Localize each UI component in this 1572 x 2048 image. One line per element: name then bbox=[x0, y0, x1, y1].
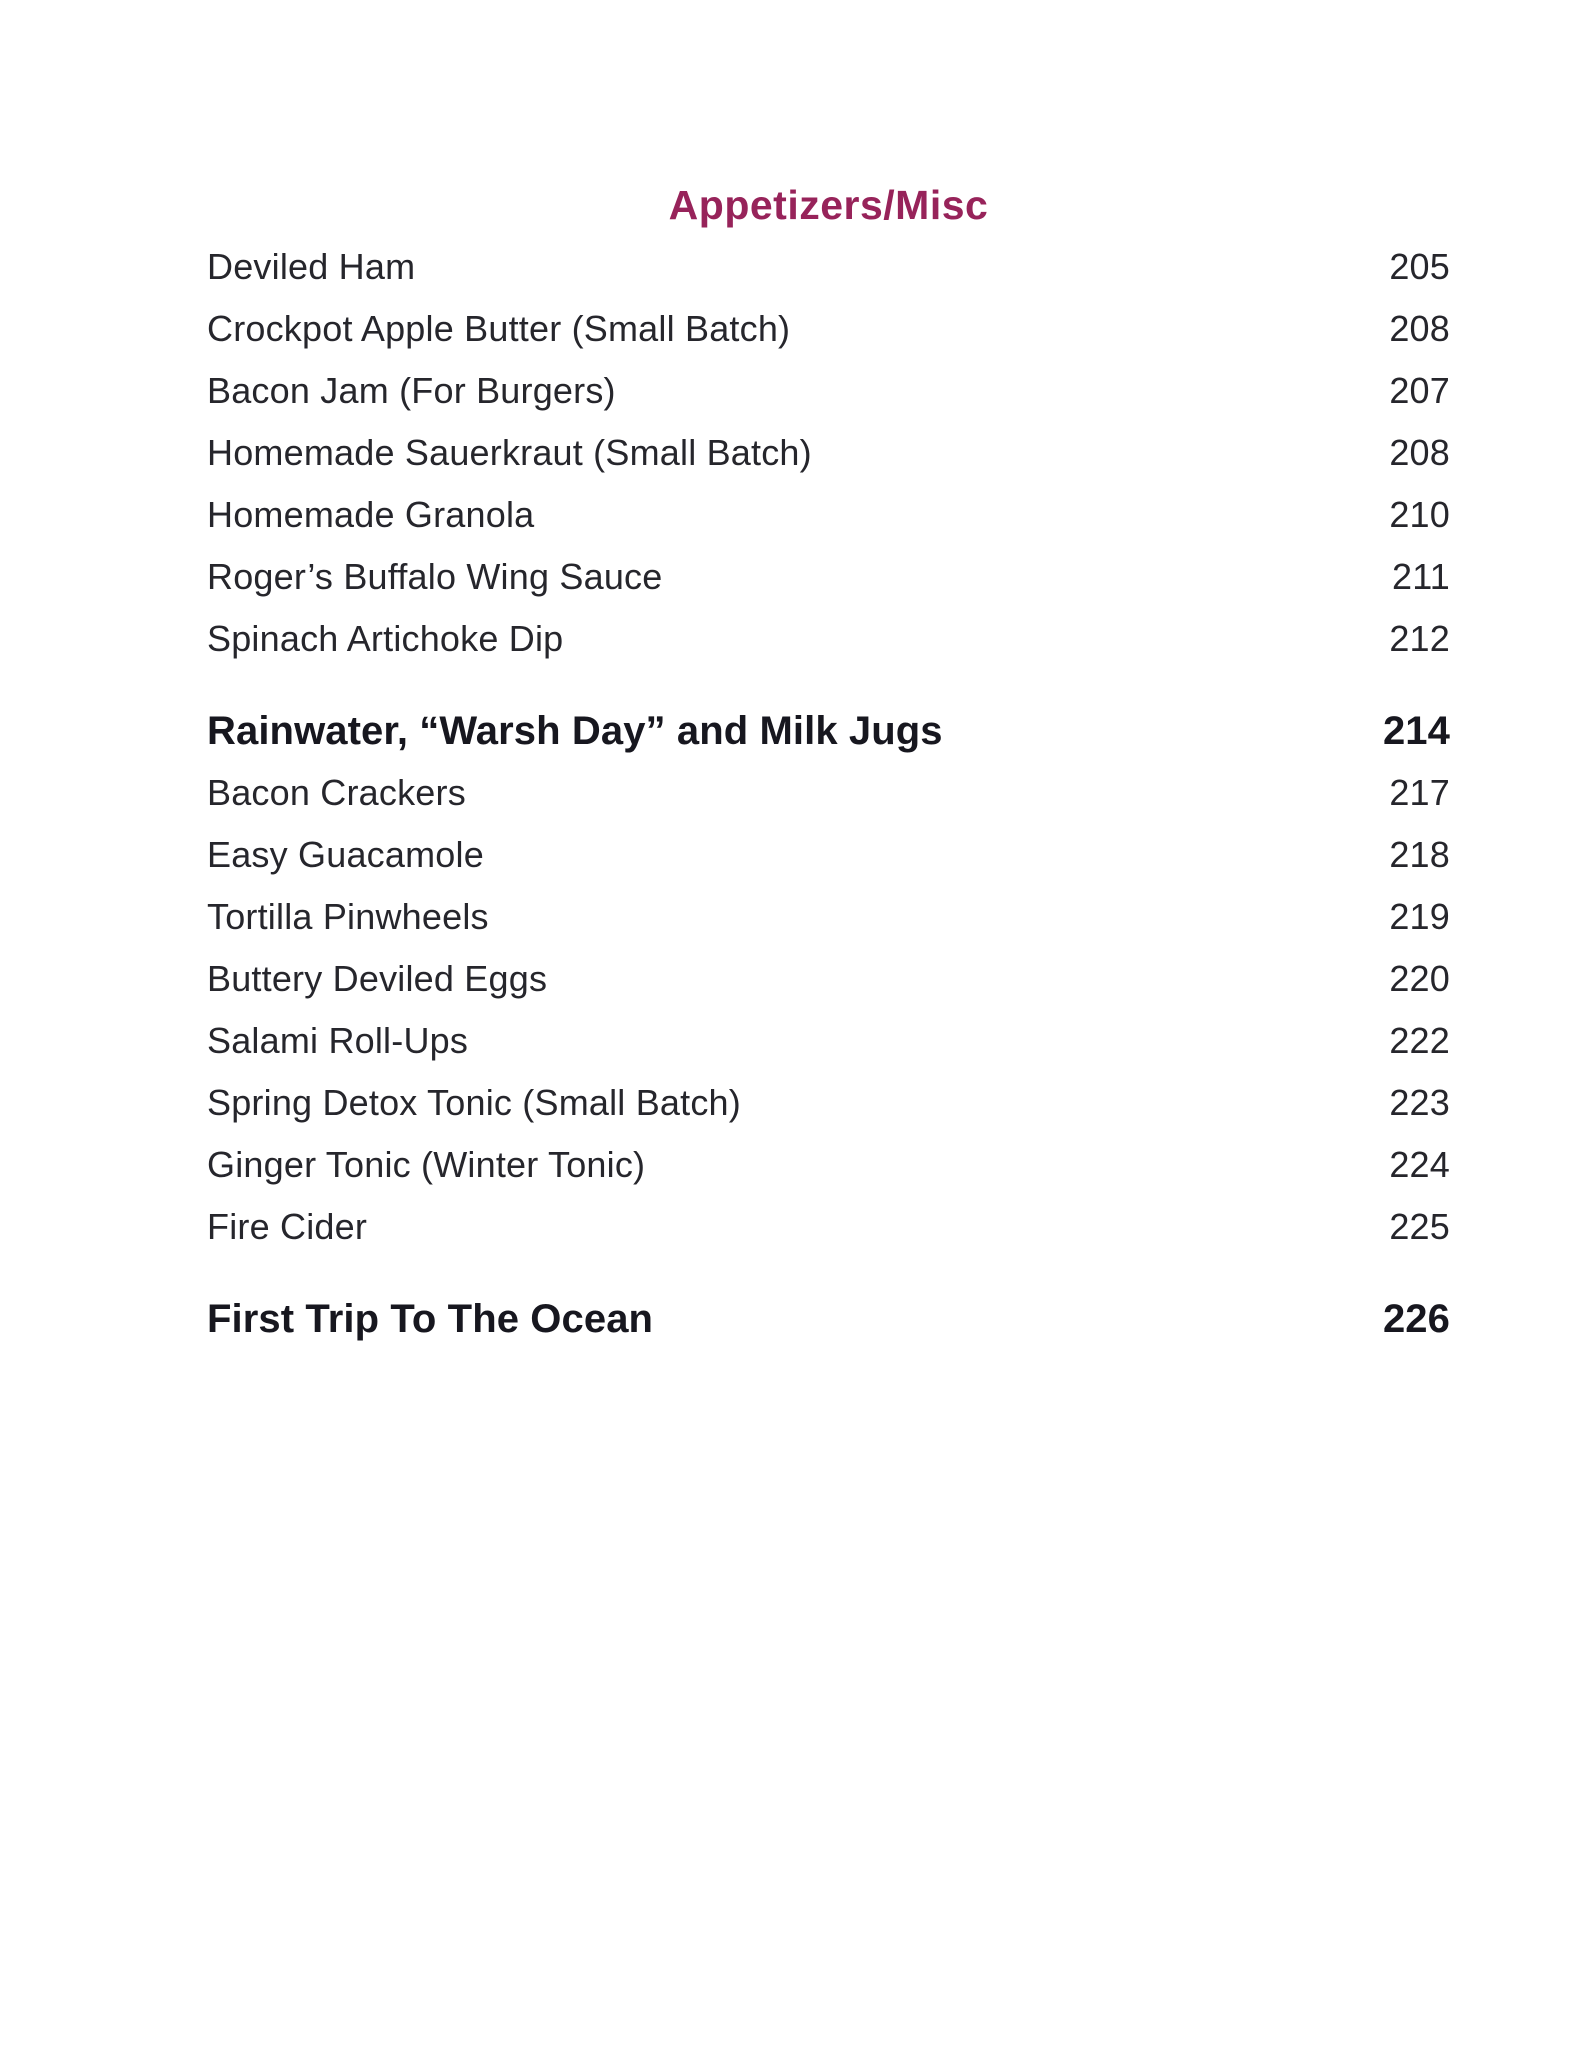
entry-page-number: 226 bbox=[1382, 1296, 1450, 1341]
entry-label: Tortilla Pinwheels bbox=[207, 896, 489, 937]
toc-entry-row bbox=[207, 236, 1450, 298]
toc-entry-row bbox=[207, 762, 1450, 824]
entry-label: Bacon Crackers bbox=[207, 772, 466, 813]
entry-label: Spinach Artichoke Dip bbox=[207, 618, 564, 659]
entry-label: Fire Cider bbox=[207, 1206, 368, 1247]
toc-entry-row bbox=[207, 886, 1450, 948]
toc-chapter-row bbox=[207, 700, 1450, 762]
entry-page-number: 220 bbox=[1389, 958, 1450, 999]
entry-label: Roger’s Buffalo Wing Sauce bbox=[207, 556, 663, 597]
entry-page-number: 212 bbox=[1389, 618, 1450, 659]
entry-label: Salami Roll-Ups bbox=[207, 1020, 469, 1061]
entry-label: Easy Guacamole bbox=[207, 834, 484, 875]
entry-page-number: 219 bbox=[1389, 896, 1450, 937]
entry-label: Buttery Deviled Eggs bbox=[207, 958, 548, 999]
entry-page-number: 218 bbox=[1389, 834, 1450, 875]
entry-page-number: 225 bbox=[1389, 1206, 1450, 1247]
entry-page-number: 208 bbox=[1389, 432, 1450, 473]
toc-entry-row bbox=[207, 824, 1450, 886]
entry-page-number: 208 bbox=[1389, 308, 1450, 349]
toc-list bbox=[207, 236, 1450, 1350]
entry-page-number: 210 bbox=[1389, 494, 1450, 535]
toc-entry-row bbox=[207, 1196, 1450, 1258]
toc-entry-row bbox=[207, 298, 1450, 360]
section-title: Appetizers/Misc bbox=[668, 182, 989, 228]
entry-label: Spring Detox Tonic (Small Batch) bbox=[207, 1082, 741, 1123]
entry-label: Homemade Granola bbox=[207, 494, 535, 535]
entry-label: First Trip To The Ocean bbox=[207, 1296, 654, 1341]
entry-page-number: 222 bbox=[1389, 1020, 1450, 1061]
toc-entry-row bbox=[207, 1134, 1450, 1196]
entry-label: Bacon Jam (For Burgers) bbox=[207, 370, 616, 411]
entry-label: Deviled Ham bbox=[207, 246, 416, 287]
toc-entry-row bbox=[207, 546, 1450, 608]
entry-page-number: 207 bbox=[1389, 370, 1450, 411]
toc-entry-row bbox=[207, 608, 1450, 670]
entry-page-number: 205 bbox=[1389, 246, 1450, 287]
entry-page-number: 224 bbox=[1389, 1144, 1450, 1185]
toc-content bbox=[207, 174, 1450, 1350]
toc-entry-row bbox=[207, 1010, 1450, 1072]
toc-entry-row bbox=[207, 948, 1450, 1010]
entry-label: Homemade Sauerkraut (Small Batch) bbox=[207, 432, 812, 473]
entry-page-number: 214 bbox=[1382, 708, 1450, 753]
entry-label: Ginger Tonic (Winter Tonic) bbox=[207, 1144, 646, 1185]
entry-page-number: 211 bbox=[1392, 556, 1450, 597]
toc-entry-row bbox=[207, 1072, 1450, 1134]
entry-page-number: 223 bbox=[1389, 1082, 1450, 1123]
toc-entry-row bbox=[207, 360, 1450, 422]
toc-chapter-row bbox=[207, 1288, 1450, 1350]
entry-page-number: 217 bbox=[1389, 772, 1450, 813]
toc-entry-row bbox=[207, 484, 1450, 546]
toc-entry-row bbox=[207, 422, 1450, 484]
entry-label: Crockpot Apple Butter (Small Batch) bbox=[207, 308, 791, 349]
entry-label: Rainwater, “Warsh Day” and Milk Jugs bbox=[207, 708, 943, 753]
